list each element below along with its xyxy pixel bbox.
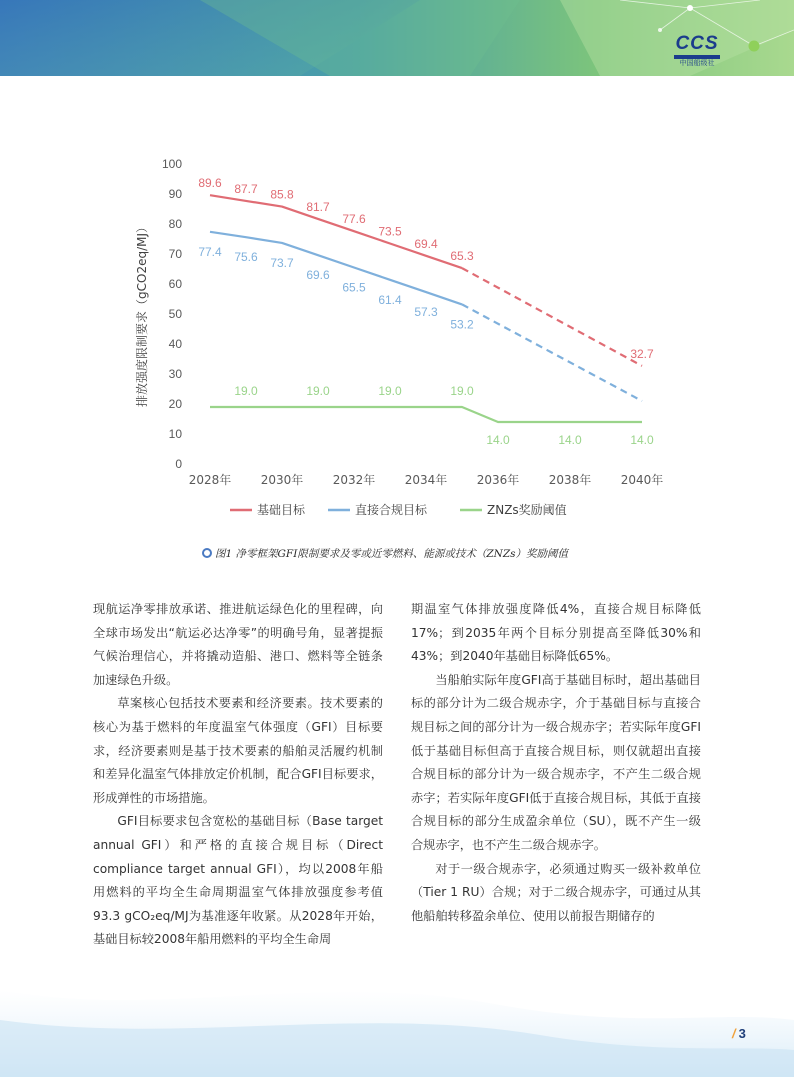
paragraph: GFI目标要求包含宽松的基础目标（Base target annual GFI）和严格的直接合规目标（Direct compliance target annual GFI），均以2008年船用燃料的平均全生命周期温室气体排放强度参考值93.3 gCO₂eq/MJ为基准逐年收紧。从2028年开始，基础目标较2008年船用燃料的平均全生命周: [93, 814, 383, 947]
series-line-solid: [210, 407, 642, 422]
legend-label: 直接合规目标: [355, 503, 428, 517]
ccs-logo: [672, 34, 722, 68]
data-label: 65.5: [342, 280, 366, 295]
series-line-dashed: [462, 304, 642, 401]
footer-wave-graphic: [0, 950, 794, 1077]
figure-caption: [202, 545, 622, 563]
paragraph: 对于一级合规赤字，必须通过购买一级补救单位（Tier 1 RU）合规；对于二级合规赤字，可通过从其他船舶转移盈余单位、使用以前报告期储存的: [411, 861, 701, 923]
gfi-chart: [130, 150, 670, 540]
data-label: 32.7: [630, 346, 654, 361]
y-tick-label: 50: [168, 307, 182, 321]
footer-decoration: [0, 950, 794, 1077]
header-banner: [0, 0, 794, 76]
data-label: 19.0: [450, 384, 474, 398]
logo-mark: CCS: [675, 33, 719, 54]
x-tick-label: 2034年: [404, 473, 448, 487]
data-label: 87.7: [234, 181, 258, 196]
caption-bullet-icon: [202, 548, 212, 558]
paragraph: 现航运净零排放承诺、推进航运绿色化的里程碑，向全球市场发出“航运必达净零”的明确号角，显著提振气候治理信心，并将撬动造船、港口、燃料等全链条加速绿色升级。: [93, 602, 383, 687]
y-tick-label: 80: [168, 217, 182, 231]
x-tick-label: 2028年: [188, 473, 232, 487]
data-label: 81.7: [306, 199, 330, 214]
data-label: 73.5: [378, 224, 402, 239]
data-label: 14.0: [630, 433, 654, 447]
y-tick-label: 60: [168, 277, 182, 291]
legend-label: 基础目标: [257, 503, 306, 517]
data-label: 57.3: [414, 305, 438, 320]
data-label: 69.6: [306, 268, 330, 283]
paragraph: 期温室气体排放强度降低4%，直接合规目标降低17%；到2035年两个目标分别提高至降低30%和43%；到2040年基础目标降低65%。: [411, 602, 701, 664]
page-number-slash: /: [732, 1026, 736, 1041]
figure-caption-text: 图1 净零框架GFI限制要求及零或近零燃料、能源或技术（ZNZs）奖励阈值: [215, 548, 569, 560]
y-tick-label: 100: [161, 157, 182, 171]
data-label: 19.0: [306, 384, 330, 398]
y-tick-label: 90: [168, 187, 182, 201]
x-tick-label: 2040年: [620, 473, 664, 487]
x-tick-label: 2032年: [332, 473, 376, 487]
page-number-value: 3: [738, 1026, 746, 1041]
chart-canvas: [130, 150, 670, 540]
y-tick-label: 10: [168, 427, 182, 441]
data-label: 85.8: [270, 187, 294, 202]
series-line-dashed: [462, 268, 642, 366]
data-label: 89.6: [198, 176, 222, 191]
y-tick-label: 30: [168, 367, 182, 381]
legend-label: ZNZs奖励阈值: [487, 503, 567, 517]
data-label: 65.3: [450, 249, 474, 264]
data-label: 19.0: [378, 384, 402, 398]
y-tick-label: 70: [168, 247, 182, 261]
paragraph: 当船舶实际年度GFI高于基础目标时，超出基础目标的部分计为二级合规赤字，介于基础目标与直接合规目标之间的部分计为一级合规赤字；若实际年度GFI低于基础目标但高于直接合规目标，则仅就超出直接合规目标的部分计为一级合规赤字，不产生二级合规赤字；若实际年度GFI低于直接合规目标，其低于直接合规目标的部分生成盈余单位（SU），既不产生一级合规赤字，也不产生二级合规赤字。: [411, 672, 701, 852]
data-label: 77.6: [342, 212, 366, 227]
y-tick-label: 40: [168, 337, 182, 351]
body-column-right: [411, 598, 701, 928]
page-number: [732, 1026, 746, 1041]
paragraph: 草案核心包括技术要素和经济要素。技术要素的核心为基于燃料的年度温室气体强度（GFI）目标要求，经济要素则是基于技术要素的船舶灵活履约机制和差异化温室气体排放定价机制，配合GFI目标要求，形成弹性的市场措施。: [93, 696, 383, 805]
data-label: 75.6: [234, 250, 258, 265]
data-label: 53.2: [450, 317, 474, 332]
data-label: 19.0: [234, 384, 258, 398]
logo-subtext: 中国船级社: [679, 59, 715, 67]
y-tick-label: 20: [168, 397, 182, 411]
y-axis-label: 排放强度限制要求（gCO2eq/MJ）: [135, 220, 149, 408]
data-label: 69.4: [414, 236, 438, 251]
x-tick-label: 2038年: [548, 473, 592, 487]
data-label: 73.7: [270, 255, 294, 270]
data-label: 14.0: [558, 433, 582, 447]
data-label: 14.0: [486, 433, 510, 447]
data-label: 77.4: [198, 244, 222, 259]
body-column-left: [93, 598, 383, 952]
x-tick-label: 2030年: [260, 473, 304, 487]
x-tick-label: 2036年: [476, 473, 520, 487]
y-tick-label: 0: [175, 457, 182, 471]
data-label: 61.4: [378, 292, 402, 307]
